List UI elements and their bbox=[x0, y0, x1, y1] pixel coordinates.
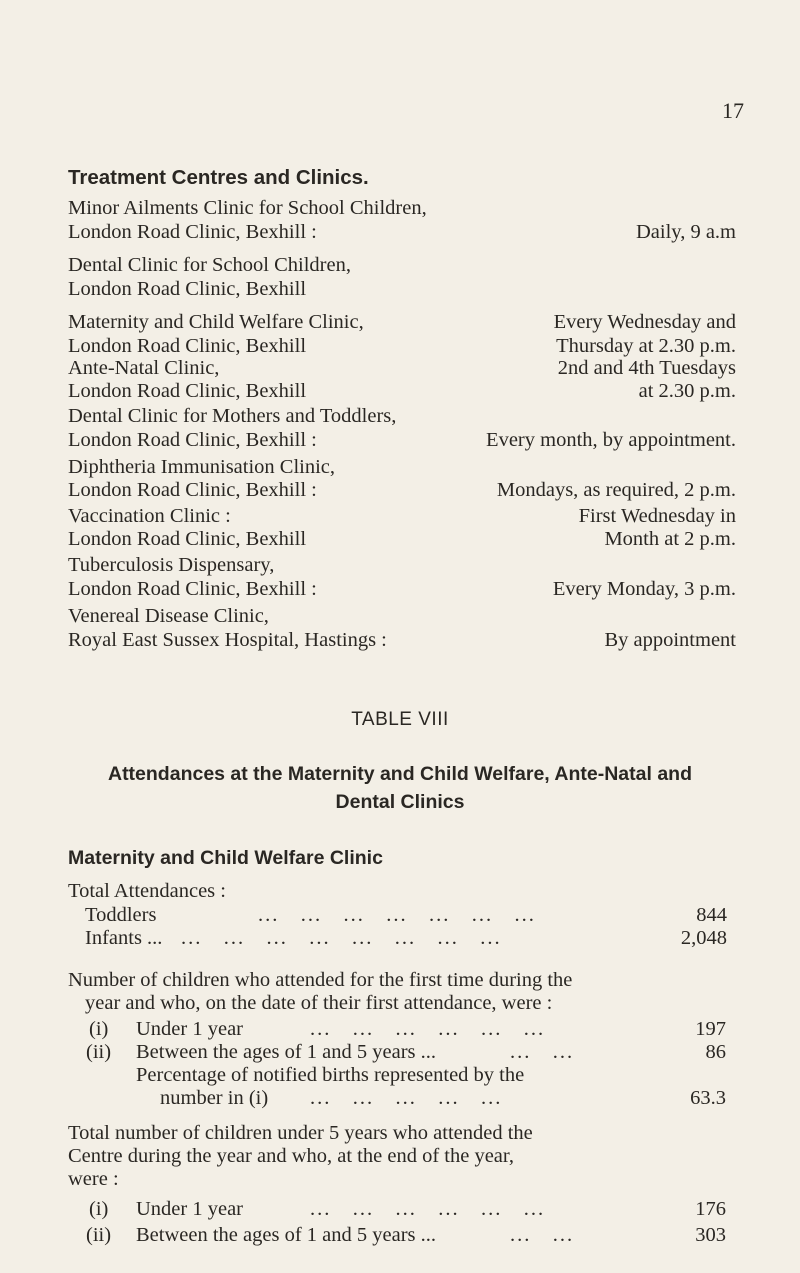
clinic-location: London Road Clinic, Bexhill : bbox=[68, 221, 317, 243]
leader-dots: ... ... bbox=[510, 1041, 575, 1063]
clinic-name: Minor Ailments Clinic for School Children, bbox=[68, 197, 427, 219]
clinic-location: London Road Clinic, Bexhill : bbox=[68, 479, 317, 501]
leader-dots: ... ... bbox=[510, 1224, 575, 1246]
leader-dots: ... ... ... ... ... ... bbox=[310, 1018, 546, 1040]
item-value: 197 bbox=[695, 1018, 726, 1040]
clinic-name: Vaccination Clinic : bbox=[68, 505, 231, 527]
clinic-time: Every month, by appointment. bbox=[486, 429, 736, 451]
item-label: Under 1 year bbox=[136, 1198, 244, 1220]
clinic-time: First Wednesday in bbox=[578, 505, 736, 527]
clinic-time: Every Monday, 3 p.m. bbox=[552, 578, 736, 600]
table-title: Attendances at the Maternity and Child Welfare, Ante-Natal and bbox=[107, 763, 692, 785]
item-value: 303 bbox=[695, 1224, 726, 1246]
clinic-time: Mondays, as required, 2 p.m. bbox=[496, 479, 736, 501]
clinic-time: Every Wednesday and bbox=[553, 311, 736, 333]
clinic-time: Month at 2 p.m. bbox=[604, 528, 736, 550]
clinic-name: Diphtheria Immunisation Clinic, bbox=[68, 456, 336, 478]
item-value: 176 bbox=[695, 1198, 726, 1220]
toddlers-label: Toddlers bbox=[85, 904, 157, 926]
leader-dots: ... ... ... ... ... bbox=[310, 1087, 503, 1109]
item-number: (ii) bbox=[86, 1041, 112, 1063]
item-number: (ii) bbox=[86, 1224, 112, 1246]
toddlers-value: 844 bbox=[696, 904, 727, 926]
clinic-name: Dental Clinic for School Children, bbox=[68, 254, 351, 276]
paragraph-line: Percentage of notified births represented by the bbox=[136, 1064, 525, 1086]
subsection-heading: Maternity and Child Welfare Clinic bbox=[68, 847, 383, 869]
clinic-time: Thursday at 2.30 p.m. bbox=[556, 335, 736, 357]
item-number: (i) bbox=[89, 1198, 109, 1220]
clinic-location: London Road Clinic, Bexhill bbox=[68, 278, 307, 300]
clinic-name: Tuberculosis Dispensary, bbox=[68, 554, 275, 576]
paragraph-line: number in (i) bbox=[160, 1087, 269, 1109]
paragraph-line: were : bbox=[68, 1168, 119, 1190]
total-attendances-label: Total Attendances : bbox=[68, 880, 226, 902]
page-number: 17 bbox=[722, 98, 744, 123]
table-label: TABLE VIII bbox=[351, 709, 449, 730]
clinic-location: London Road Clinic, Bexhill bbox=[68, 380, 307, 402]
item-label: Between the ages of 1 and 5 years ... bbox=[136, 1224, 436, 1246]
leader-dots: ... ... ... ... ... ... ... ... bbox=[181, 927, 502, 949]
paragraph-line: Total number of children under 5 years who attended the bbox=[68, 1122, 533, 1144]
percentage-value: 63.3 bbox=[690, 1087, 726, 1109]
infants-label: Infants ... bbox=[85, 927, 163, 949]
item-label: Between the ages of 1 and 5 years ... bbox=[136, 1041, 436, 1063]
item-number: (i) bbox=[89, 1018, 109, 1040]
leader-dots: ... ... ... ... ... ... bbox=[310, 1198, 546, 1220]
clinic-location: London Road Clinic, Bexhill bbox=[68, 528, 307, 550]
item-label: Under 1 year bbox=[136, 1018, 244, 1040]
item-value: 86 bbox=[705, 1041, 726, 1063]
table-title: Dental Clinics bbox=[335, 791, 465, 813]
clinic-time: at 2.30 p.m. bbox=[638, 380, 736, 402]
clinic-location: London Road Clinic, Bexhill : bbox=[68, 429, 317, 451]
clinic-name: Ante-Natal Clinic, bbox=[68, 357, 220, 379]
clinic-name: Maternity and Child Welfare Clinic, bbox=[68, 311, 364, 333]
infants-value: 2,048 bbox=[680, 927, 727, 949]
clinic-name: Dental Clinic for Mothers and Toddlers, bbox=[68, 405, 397, 427]
clinic-time: 2nd and 4th Tuesdays bbox=[557, 357, 736, 379]
leader-dots: ... ... ... ... ... ... ... bbox=[258, 904, 536, 926]
paragraph-line: Centre during the year and who, at the end of the year, bbox=[68, 1145, 515, 1167]
clinic-location: London Road Clinic, Bexhill : bbox=[68, 578, 317, 600]
clinic-location: London Road Clinic, Bexhill bbox=[68, 335, 307, 357]
paragraph-line: year and who, on the date of their first attendance, were : bbox=[85, 992, 553, 1014]
paragraph-line: Number of children who attended for the first time during the bbox=[68, 969, 573, 991]
section-heading: Treatment Centres and Clinics. bbox=[68, 166, 369, 189]
clinic-time: Daily, 9 a.m bbox=[635, 221, 736, 243]
clinic-name: Venereal Disease Clinic, bbox=[68, 605, 269, 627]
clinic-time: By appointment bbox=[604, 629, 736, 651]
clinic-location: Royal East Sussex Hospital, Hastings : bbox=[68, 629, 387, 651]
